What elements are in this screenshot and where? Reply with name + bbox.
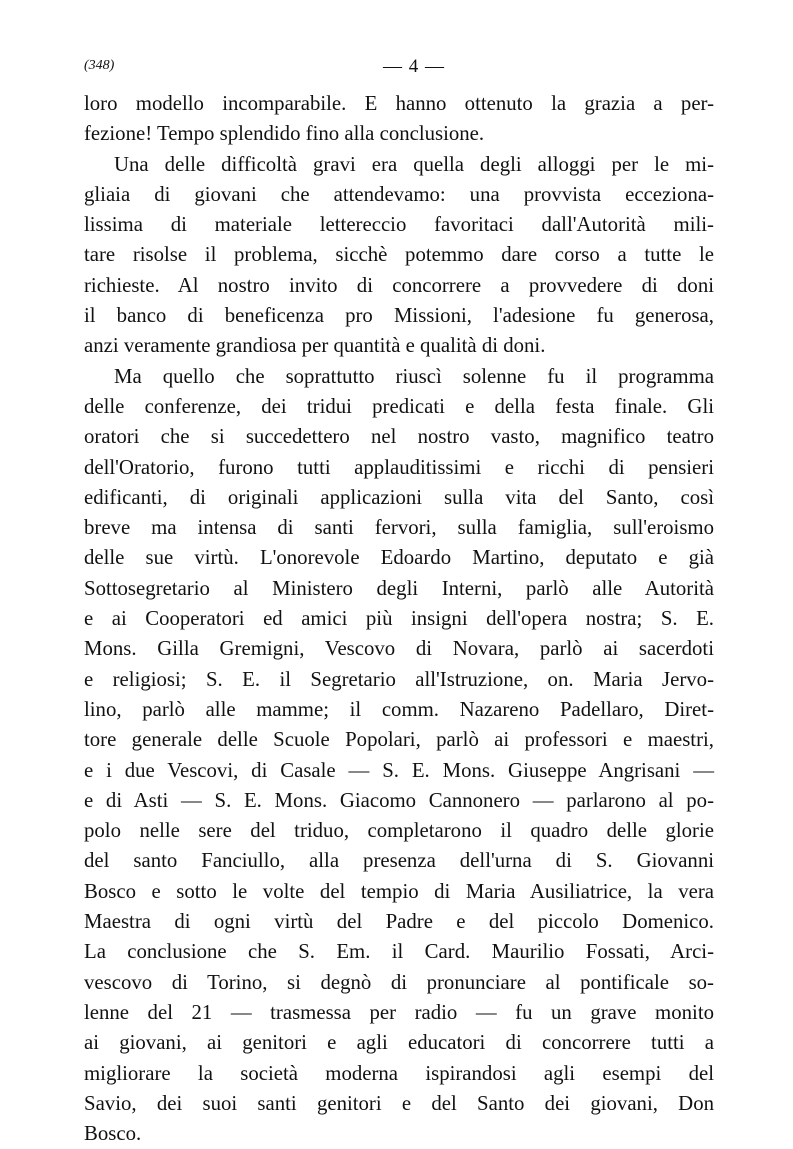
text-line: tore generale delle Scuole Popolari, parlò ai professori e maestri, bbox=[84, 728, 714, 752]
text-line: Savio, dei suoi santi genitori e del Santo dei giovani, Don bbox=[84, 1091, 714, 1115]
text-line: La conclusione che S. Em. il Card. Maurilio Fossati, Arci- bbox=[84, 940, 714, 964]
page-number: — 4 — bbox=[383, 56, 445, 77]
text-line: fezione! Tempo splendido fino alla conclusione. bbox=[84, 122, 485, 146]
text-line: il banco di beneficenza pro Missioni, l'adesione fu generosa, bbox=[84, 304, 714, 328]
text-line: tare risolse il problema, sicchè potemmo dare corso a tutte le bbox=[84, 243, 714, 267]
text-line: Ma quello che soprattutto riuscì solenne fu il programma bbox=[114, 364, 714, 388]
text-line: oratori che si succedettero nel nostro vasto, magnifico teatro bbox=[84, 425, 714, 449]
text-line: e ai Cooperatori ed amici più insigni dell'opera nostra; S. E. bbox=[84, 607, 714, 631]
text-line: richieste. Al nostro invito di concorrere a provvedere di doni bbox=[84, 273, 714, 297]
running-header bbox=[84, 58, 720, 82]
text-line: Bosco. bbox=[84, 1122, 142, 1146]
text-line: Mons. Gilla Gremigni, Vescovo di Novara, parlò ai sacerdoti bbox=[84, 637, 714, 661]
text-line: e di Asti — S. E. Mons. Giacomo Cannonero — parlarono al po- bbox=[84, 788, 714, 812]
text-line: loro modello incomparabile. E hanno ottenuto la grazia a per- bbox=[84, 92, 714, 115]
text-line: Una delle difficoltà gravi era quella degli alloggi per le mi- bbox=[114, 152, 714, 176]
text-line: polo nelle sere del triduo, completarono il quadro delle glorie bbox=[84, 819, 714, 843]
text-line: delle conferenze, dei tridui predicati e della festa finale. Gli bbox=[84, 394, 714, 418]
text-line: Bosco e sotto le volte del tempio di Maria Ausiliatrice, la vera bbox=[84, 879, 714, 903]
text-line: lenne del 21 — trasmessa per radio — fu un grave monito bbox=[84, 1000, 714, 1024]
page-code: (348) bbox=[84, 58, 115, 73]
text-line: e religiosi; S. E. il Segretario all'Istruzione, on. Maria Jervo- bbox=[84, 667, 714, 691]
text-line: gliaia di giovani che attendevamo: una provvista ecceziona- bbox=[84, 182, 714, 206]
text-line: delle sue virtù. L'onorevole Edoardo Martino, deputato e già bbox=[84, 546, 714, 570]
text-line: lissima di materiale lettereccio favoritaci dall'Autorità mili- bbox=[84, 213, 714, 237]
text-line: migliorare la società moderna ispirandosi agli esempi del bbox=[84, 1061, 714, 1085]
body-text bbox=[84, 89, 714, 1149]
text-line: e i due Vescovi, di Casale — S. E. Mons. Giuseppe Angrisani — bbox=[84, 758, 714, 782]
text-line: ai giovani, ai genitori e agli educatori di concorrere tutti a bbox=[84, 1031, 714, 1055]
text-line: lino, parlò alle mamme; il comm. Nazareno Padellaro, Diret- bbox=[84, 697, 714, 721]
text-line: edificanti, di originali applicazioni sulla vita del Santo, così bbox=[84, 485, 714, 509]
text-line: dell'Oratorio, furono tutti applauditissimi e ricchi di pensieri bbox=[84, 455, 714, 479]
text-line: Maestra di ogni virtù del Padre e del piccolo Domenico. bbox=[84, 910, 714, 934]
text-line: breve ma intensa di santi fervori, sulla famiglia, sull'eroismo bbox=[84, 516, 714, 540]
text-line: vescovo di Torino, si degnò di pronunciare al pontificale so- bbox=[84, 970, 714, 994]
text-line: Sottosegretario al Ministero degli Interni, parlò alle Autorità bbox=[84, 576, 714, 600]
text-line: del santo Fanciullo, alla presenza dell'urna di S. Giovanni bbox=[84, 849, 714, 873]
text-line: anzi veramente grandiosa per quantità e qualità di doni. bbox=[84, 334, 546, 358]
